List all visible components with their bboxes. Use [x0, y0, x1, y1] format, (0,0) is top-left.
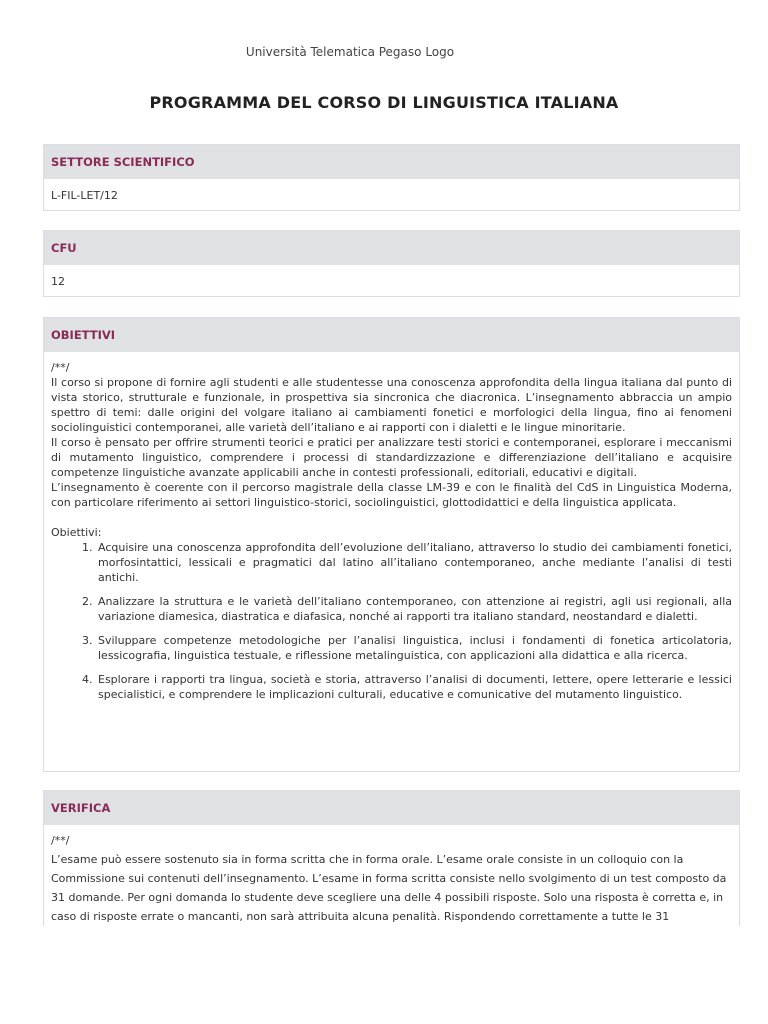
obiettivi-body	[44, 352, 739, 717]
section-header-settore: SETTORE SCIENTIFICO	[44, 145, 739, 179]
university-logo: Università Telematica Pegaso Logo	[245, 45, 455, 59]
list-item: 2. Analizzare la struttura e le varietà dell’italiano contemporaneo, con attenzione ai registri, agli usi regionali, alla variazione diamesica, diastratica e diafasica, nonché ai rapporti tra italiano standard, neostandard e dialetti.	[96, 594, 732, 624]
verifica-text: L’esame può essere sostenuto sia in forma scritta che in forma orale. L’esame orale consiste in un colloquio con la Commissione sui contenuti dell’insegnamento. L’esame in forma scritta consiste nello svolgimento di un test composto da 31 domande. Per ogni domanda lo studente deve scegliere una delle 4 possibili risposte. Solo una risposta è corretta e, in caso di risposte errate o mancanti, non sarà attribuita alcuna penalità. Rispondendo correttamente a tutte le 31	[51, 853, 727, 923]
section-header-obiettivi: OBIETTIVI	[44, 318, 739, 352]
obiettivi-list	[51, 540, 732, 702]
section-header-verifica: VERIFICA	[44, 791, 739, 825]
section-cfu	[43, 230, 740, 297]
obiettivi-marker: /**/	[51, 361, 70, 374]
verifica-marker: /**/	[51, 834, 70, 847]
list-item: 1. Acquisire una conoscenza approfondita dell’evoluzione dell’italiano, attraverso lo studio dei cambiamenti fonetici, morfosintattici, lessicali e pragmatici dal latino all’italiano contemporaneo, anche mediante l’analisi di testi antichi.	[96, 540, 732, 585]
settore-value: L-FIL-LET/12	[51, 189, 118, 202]
section-header-cfu: CFU	[44, 231, 739, 265]
list-item: 3. Sviluppare competenze metodologiche per l’analisi linguistica, inclusi i fondamenti di fonetica articolatoria, lessicografia, linguistica testuale, e riflessione metalinguistica, con applicazioni alla didattica e alla ricerca.	[96, 633, 732, 663]
obiettivi-paragraph: Il corso è pensato per offrire strumenti teorici e pratici per analizzare testi storici e contemporanei, esplorare i meccanismi di mutamento linguistico, comprendere i processi di standardizzazione e differenziazione dell’italiano e acquisire competenze linguistiche avanzate applicabili anche in contesti professionali, editoriali, educativi e digitali.	[51, 436, 732, 479]
section-obiettivi	[43, 317, 740, 772]
cfu-value: 12	[51, 275, 65, 288]
section-verifica	[43, 790, 740, 926]
verifica-body	[44, 825, 739, 926]
obiettivi-list-intro: Obiettivi:	[51, 526, 102, 539]
obiettivi-paragraph: L’insegnamento è coerente con il percorso magistrale della classe LM-39 e con le finalità del CdS in Linguistica Moderna, con particolare riferimento ai settori linguistico-storici, sociolinguistici, glottodidattici e della linguistica applicata.	[51, 481, 732, 509]
section-verifica-clip	[43, 790, 740, 926]
section-settore-scientifico	[43, 144, 740, 211]
list-item: 4. Esplorare i rapporti tra lingua, società e storia, attraverso l’analisi di documenti, lettere, opere letterarie e lessici specialistici, e comprendere le implicazioni culturali, educative e comunicative del mutamento linguistico.	[96, 672, 732, 702]
page-title: PROGRAMMA DEL CORSO DI LINGUISTICA ITALIANA	[149, 93, 619, 112]
obiettivi-paragraph: Il corso si propone di fornire agli studenti e alle studentesse una conoscenza approfondita della lingua italiana dal punto di vista storico, strutturale e funzionale, in prospettiva sia sincronica che diacronica. L’insegnamento abbraccia un ampio spettro di temi: dalle origini del volgare italiano ai cambiamenti fonetici e morfologici della lingua, fino ai fenomeni sociolinguistici contemporanei, alle varietà dell’italiano e ai rapporti con i dialetti e le lingue minoritarie.	[51, 376, 732, 434]
